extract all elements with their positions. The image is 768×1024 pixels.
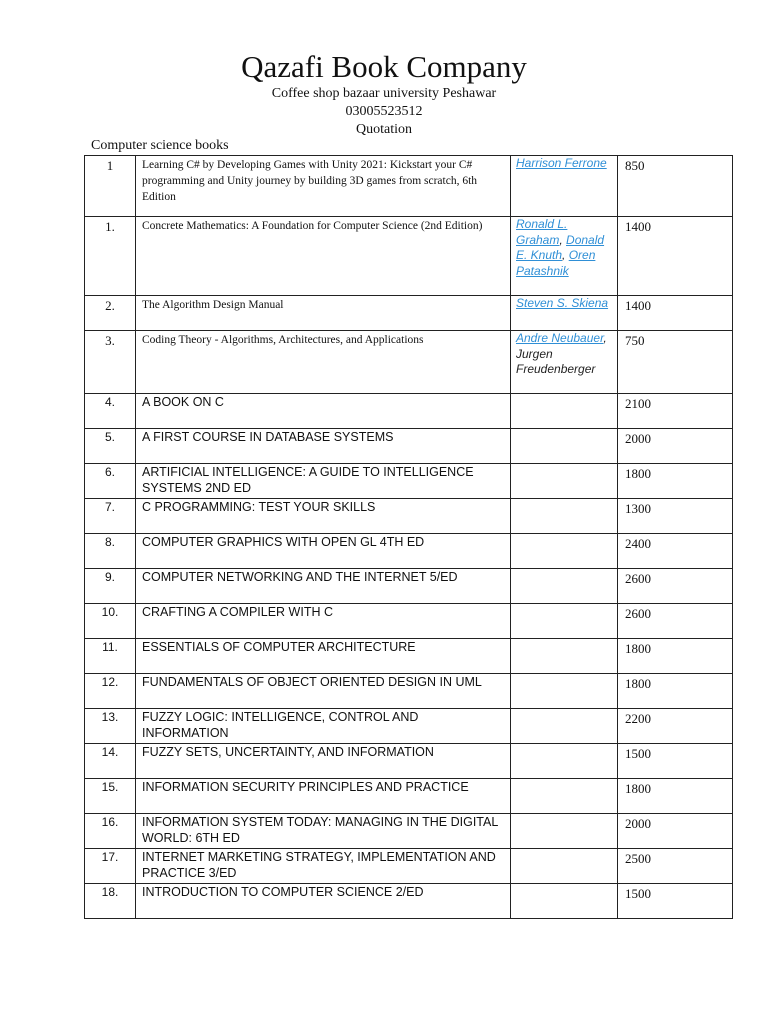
price-cell: 1400: [618, 296, 733, 331]
price-cell: 2600: [618, 604, 733, 639]
author-cell: [511, 744, 618, 779]
book-title: INFORMATION SECURITY PRINCIPLES AND PRACTICE: [136, 779, 511, 814]
row-number: 3.: [85, 331, 136, 394]
author-cell: [511, 569, 618, 604]
company-phone: 03005523512: [345, 104, 423, 119]
author-cell: [511, 849, 618, 884]
table-row: [85, 331, 733, 394]
row-number: 1: [85, 156, 136, 217]
price-cell: 2500: [618, 849, 733, 884]
author-cell: [511, 534, 618, 569]
table-row: [85, 849, 733, 884]
book-title: A BOOK ON C: [136, 394, 511, 429]
author-cell: [511, 156, 618, 217]
table-row: [85, 779, 733, 814]
table-row: [85, 296, 733, 331]
row-number: 8.: [85, 534, 136, 569]
table-row: [85, 464, 733, 499]
price-cell: 1800: [618, 674, 733, 709]
author-separator: ,: [559, 232, 567, 247]
row-number: 14.: [85, 744, 136, 779]
author-plain: , Jurgen Freudenberger: [516, 331, 607, 376]
author-link[interactable]: Oren Patashnik: [516, 248, 596, 278]
row-number: 1.: [85, 217, 136, 296]
author-link[interactable]: Andre Neubauer: [516, 331, 604, 345]
row-number: 17.: [85, 849, 136, 884]
price-cell: 1800: [618, 464, 733, 499]
author-cell: [511, 779, 618, 814]
table-row: [85, 534, 733, 569]
company-title: Qazafi Book Company: [241, 49, 527, 84]
row-number: 18.: [85, 884, 136, 919]
author-cell: [511, 394, 618, 429]
author-cell: [511, 884, 618, 919]
book-title: Coding Theory - Algorithms, Architectures, and Applications: [136, 331, 511, 394]
row-number: 5.: [85, 429, 136, 464]
book-title: CRAFTING A COMPILER WITH C: [136, 604, 511, 639]
price-cell: 2400: [618, 534, 733, 569]
price-cell: 2100: [618, 394, 733, 429]
row-number: 11.: [85, 639, 136, 674]
table-row: [85, 499, 733, 534]
quotation-table: [84, 155, 733, 919]
author-link[interactable]: Donald E. Knuth: [516, 232, 605, 262]
row-number: 4.: [85, 394, 136, 429]
row-number: 7.: [85, 499, 136, 534]
table-row: [85, 429, 733, 464]
author-cell: [511, 464, 618, 499]
author-separator: ,: [562, 248, 569, 262]
book-title: A FIRST COURSE IN DATABASE SYSTEMS: [136, 429, 511, 464]
book-title: ARTIFICIAL INTELLIGENCE: A GUIDE TO INTELLIGENCE SYSTEMS 2ND ED: [136, 464, 511, 499]
row-number: 12.: [85, 674, 136, 709]
author-cell: [511, 639, 618, 674]
price-cell: 2000: [618, 814, 733, 849]
author-cell: [511, 429, 618, 464]
author-cell: [511, 674, 618, 709]
price-cell: 1500: [618, 744, 733, 779]
author-cell: [511, 604, 618, 639]
book-title: COMPUTER NETWORKING AND THE INTERNET 5/ED: [136, 569, 511, 604]
price-cell: 1800: [618, 639, 733, 674]
table-row: [85, 604, 733, 639]
book-title: FUZZY SETS, UNCERTAINTY, AND INFORMATION: [136, 744, 511, 779]
book-title: COMPUTER GRAPHICS WITH OPEN GL 4TH ED: [136, 534, 511, 569]
row-number: 13.: [85, 709, 136, 744]
book-title: The Algorithm Design Manual: [136, 296, 511, 331]
document-type: Quotation: [356, 122, 412, 137]
table-row: [85, 674, 733, 709]
table-row: [85, 394, 733, 429]
row-number: 15.: [85, 779, 136, 814]
book-title: INTERNET MARKETING STRATEGY, IMPLEMENTATION AND PRACTICE 3/ED: [136, 849, 511, 884]
author-link[interactable]: Harrison Ferrone: [516, 156, 607, 170]
table-row: [85, 884, 733, 919]
author-cell: [511, 296, 618, 331]
book-title: INTRODUCTION TO COMPUTER SCIENCE 2/ED: [136, 884, 511, 919]
price-cell: 750: [618, 331, 733, 394]
book-title: Learning C# by Developing Games with Unity 2021: Kickstart your C# programming and Unity journey by building 3D games from scratch, 6th Edition: [136, 156, 511, 217]
author-cell: [511, 217, 618, 296]
book-title: ESSENTIALS OF COMPUTER ARCHITECTURE: [136, 639, 511, 674]
price-cell: 2200: [618, 709, 733, 744]
row-number: 9.: [85, 569, 136, 604]
author-cell: [511, 709, 618, 744]
author-link[interactable]: Ronald L. Graham: [516, 217, 568, 247]
row-number: 10.: [85, 604, 136, 639]
row-number: 6.: [85, 464, 136, 499]
table-row: [85, 217, 733, 296]
company-address: Coffee shop bazaar university Peshawar: [271, 86, 497, 101]
price-cell: 1300: [618, 499, 733, 534]
book-title: INFORMATION SYSTEM TODAY: MANAGING IN THE DIGITAL WORLD: 6TH ED: [136, 814, 511, 849]
price-cell: 1400: [618, 217, 733, 296]
book-title: FUZZY LOGIC: INTELLIGENCE, CONTROL AND INFORMATION: [136, 709, 511, 744]
price-cell: 850: [618, 156, 733, 217]
table-row: [85, 156, 733, 217]
author-cell: [511, 499, 618, 534]
book-title: Concrete Mathematics: A Foundation for Computer Science (2nd Edition): [136, 217, 511, 296]
section-label: Computer science books: [91, 138, 229, 153]
price-cell: 1500: [618, 884, 733, 919]
price-cell: 1800: [618, 779, 733, 814]
table-row: [85, 744, 733, 779]
book-title: FUNDAMENTALS OF OBJECT ORIENTED DESIGN IN UML: [136, 674, 511, 709]
price-cell: 2000: [618, 429, 733, 464]
row-number: 16.: [85, 814, 136, 849]
author-link[interactable]: Steven S. Skiena: [516, 296, 609, 310]
price-cell: 2600: [618, 569, 733, 604]
table-row: [85, 814, 733, 849]
table-row: [85, 709, 733, 744]
author-cell: [511, 331, 618, 394]
table-row: [85, 569, 733, 604]
row-number: 2.: [85, 296, 136, 331]
table-row: [85, 639, 733, 674]
author-cell: [511, 814, 618, 849]
book-title: C PROGRAMMING: TEST YOUR SKILLS: [136, 499, 511, 534]
